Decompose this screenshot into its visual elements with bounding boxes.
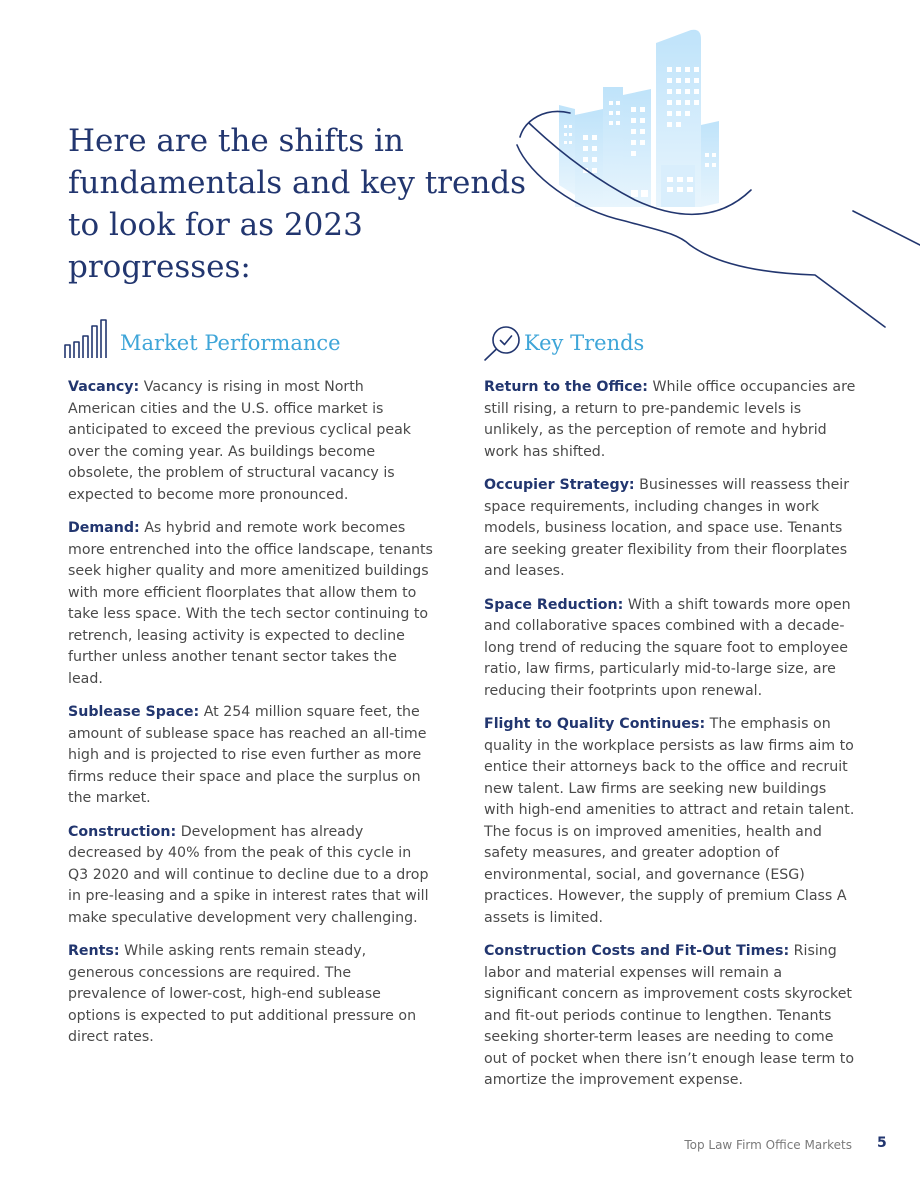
item-label: Construction:: [68, 823, 177, 840]
item-label: Construction Costs and Fit-Out Times:: [484, 943, 790, 959]
page-headline: Here are the shifts in fundamentals and key trends to look for as 2023 progresses:: [68, 123, 527, 285]
occupier-strategy-item: [484, 475, 856, 583]
item-text: Businesses will reassess their space requirements, including changes in work models, business location, and space use. Tenants are seeking greater flexibility from their floorplates and leases.: [484, 477, 850, 579]
item-label: Demand:: [68, 520, 140, 536]
item-label: Occupier Strategy:: [484, 477, 635, 493]
item-text: The emphasis on quality in the workplace persists as law firms aim to entice their attorneys back to the office and recruit new talent. Law firms are seeking new buildings with high-end amenities to attract and retain talent. The focus is on improved amenities, health and safety measures, and greater adoption of environmental, social, and governance (ESG) practices. However, the supply of premium Class A assets is limited.: [484, 716, 855, 926]
item-text: Rising labor and material expenses will remain a significant concern as improvement costs skyrocket and fit-out periods continue to lengthen. Tenants seeking shorter-term leases are needing to come out of pocket when there isn’t enough lease term to amortize the improvement expense.: [484, 943, 855, 1088]
search-check-icon: [480, 318, 526, 364]
market-performance-header: [68, 318, 433, 370]
item-label: Return to the Office:: [484, 379, 648, 395]
item-text: While asking rents remain steady, generous concessions are required. The prevalence of lower-cost, high-end sublease options is expected to put additional pressure on direct rates.: [68, 943, 417, 1045]
footer-publication-title: Top Law Firm Office Markets: [684, 1138, 852, 1152]
item-label: Vacancy:: [68, 379, 140, 395]
sublease-space-item: [68, 702, 433, 810]
item-label: Flight to Quality Continues:: [484, 716, 706, 732]
item-text: While office occupancies are still rising, a return to pre-pandemic levels is unlikely, as the perception of remote and hybrid work has shifted.: [484, 379, 856, 460]
item-text: Development has already decreased by 40% from the peak of this cycle in Q3 2020 and will continue to decline due to a drop in pre-leasing and a spike in interest rates that will make speculative development very challenging.: [68, 823, 429, 926]
key-trends-column: [484, 318, 856, 1104]
space-reduction-item: [484, 595, 856, 703]
flight-to-quality-item: [484, 714, 856, 929]
construction-item: [68, 822, 433, 930]
item-label: Rents:: [68, 943, 120, 959]
key-trends-title: Key Trends: [524, 331, 645, 355]
key-trends-header: [484, 318, 856, 370]
rents-item: [68, 941, 433, 1049]
item-text: At 254 million square feet, the amount of sublease space has reached an all-time high and is projected to rise even further as more firms reduce their space and place the surplus on the market.: [68, 704, 427, 806]
market-performance-title: Market Performance: [120, 331, 341, 355]
vacancy-item: [68, 377, 433, 506]
item-text: Vacancy is rising in most North American cities and the U.S. office market is anticipated to exceed the previous cyclical peak over the coming year. As buildings become obsolete, the problem of structural vacancy is expected to become more pronounced.: [68, 379, 412, 503]
market-performance-column: [68, 318, 433, 1061]
item-text: With a shift towards more open and collaborative spaces combined with a decade-long trend of reducing the square foot to employee ratio, law firms, particularly mid-to-large size, are reducing their footprints upon renewal.: [484, 596, 851, 699]
demand-item: [68, 518, 433, 690]
item-text: As hybrid and remote work becomes more entrenched into the office landscape, tenants seek higher quality and more amenitized buildings with more efficient floorplates that allow them to take less space. With the tech sector continuing to retrench, leasing activity is expected to decline further unless another tenant sector takes the lead.: [68, 520, 433, 687]
hand-holding-buildings-illustration: [515, 25, 920, 335]
item-label: Space Reduction:: [484, 596, 624, 613]
bar-chart-icon: [62, 318, 108, 364]
item-label: Sublease Space:: [68, 704, 200, 720]
construction-costs-item: [484, 941, 856, 1092]
return-to-office-item: [484, 377, 856, 463]
page-number: 5: [877, 1135, 887, 1151]
city-buildings: [559, 30, 719, 207]
